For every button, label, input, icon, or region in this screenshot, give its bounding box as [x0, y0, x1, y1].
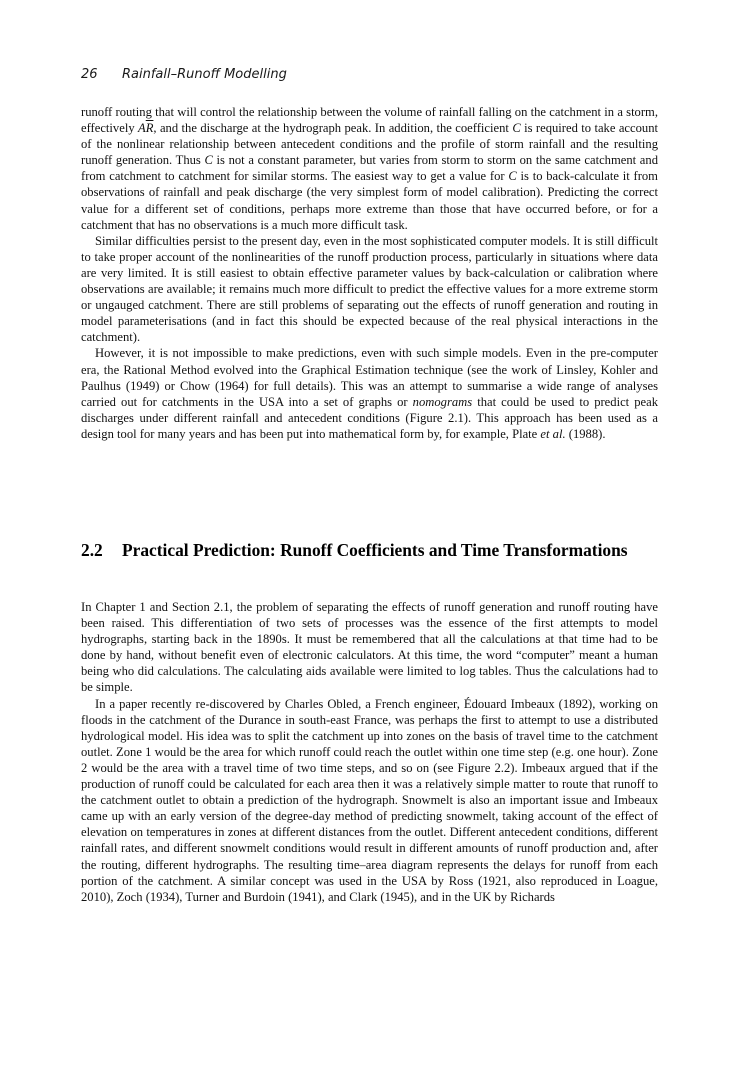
symbol-r-bar: $\overline{R}$ — [145, 121, 154, 136]
running-title: Rainfall–Runoff Modelling — [122, 67, 287, 82]
symbol-c: C — [508, 169, 517, 184]
paragraph-runoff-routing — [81, 104, 658, 233]
text-run: is to back-calculate it from observations of rainfall and peak discharge (the very simplest form of model calibration). Predicting the correct value for a different set of conditions, perhaps more extreme than those that have occurred before, or for a catchment that has no observations is a much more difficult task. — [81, 169, 658, 232]
symbol-c: C — [512, 121, 521, 136]
page-number: 26 — [81, 67, 98, 82]
section-heading — [81, 539, 658, 561]
text-run: is not a constant parameter, but varies from storm to storm on the same catchment and from catchment to catchment for similar storms. The easiest way to get a value for — [81, 153, 658, 184]
paragraph-similar-difficulties: Similar difficulties persist to the present day, even in the most sophisticated computer models. It is still difficult to take proper account of the nonlinearities of the runoff production process, particularly in situations where data are very limited. It is still easiest to obtain effective parameter values by back-calculation or calibration where observations are available; it remains much more difficult to predict the effective values for a more extreme storm or ungauged catchment. There are still problems of separating out the effects of runoff generation and routing in model parameterisations (and in fact this should be expected because of the real physical interactions in the catchment). — [81, 233, 658, 345]
paragraph-imbeaux: In a paper recently re-discovered by Charles Obled, a French engineer, Édouard Imbeaux (1892), working on floods in the catchment of the Durance in south-east France, was perhaps the first to attempt to use a distributed hydrological model. His idea was to split the catchment up into zones on the basis of travel time to the catchment outlet. Zone 1 would be the area for which runoff could reach the outlet within one time step (e.g. one hour). Zone 2 would be the area with a travel time of two time steps, and so on (see Figure 2.2). Imbeaux argued that if the production of runoff could be calculated for each area then it was a relatively simple matter to route that runoff to the catchment outlet to obtain a prediction of the hydrograph. Snowmelt is also an important issue and Imbeaux came up with an early version of the degree-day method of predicting snowmelt, taking account of the effect of elevation on temperatures in zones at different distances from the outlet. Different antecedent conditions, different rainfall rates, and different snowmelt conditions would result in different amounts of runoff production and, after the routing, different hydrographs. The resulting time–area diagram represents the delays for runoff from each portion of the catchment. A similar concept was used in the USA by Ross (1921, also reproduced in Loague, 2010), Zoch (1934), Turner and Burdoin (1941), and Clark (1945), and in the UK by Richards — [81, 696, 658, 904]
text-run: runoff routing that will control the relationship between the volume of rainfall falling on the catchment in a storm, effectively — [81, 105, 658, 136]
section-2-2-text — [81, 599, 658, 905]
section-intro-text — [81, 104, 658, 442]
symbol-c: C — [204, 153, 213, 168]
emphasis-nomograms: nomograms — [412, 394, 473, 409]
running-head — [81, 67, 287, 82]
text-run: (1988). — [565, 426, 606, 441]
section-number: 2.2 — [81, 540, 103, 560]
text-run: that could be used to predict peak discharges under different rainfall and antecedent conditions (Figure 2.1). This approach has been used as a design tool for many years and has been put into mathematical form by, for example, Plate — [81, 394, 658, 441]
section-title: Practical Prediction: Runoff Coefficients and Time Transformations — [122, 540, 628, 560]
text-run: is required to take account of the nonlinear relationship between antecedent conditions and the profile of storm rainfall and the resulting runoff generation. Thus — [81, 121, 658, 168]
paragraph-graphical-estimation — [81, 345, 658, 442]
text-run: , and the discharge at the hydrograph peak. In addition, the coefficient — [153, 121, 513, 136]
paragraph-chapter-intro: In Chapter 1 and Section 2.1, the problem of separating the effects of runoff generation and runoff routing have been raised. This differentiation of two sets of processes was the essence of the first attempts to model hydrographs, starting back in the 1890s. It must be remembered that all the calculations at that time had to be done by hand, without benefit even of electronic calculators. At this time, the word “computer” meant a human being who did calculations. The calculating aids available were limited to log tables. Thus the calculations had to be simple. — [81, 600, 658, 695]
text-run: However, it is not impossible to make predictions, even with such simple models. Even in the pre-computer era, the Rational Method evolved into the Graphical Estimation technique (see the work of Linsley, Kohler and Paulhus (1949) or Chow (1964) for full details). This was an attempt to summarise a wide range of analyses carried out for catchments in the USA into a set of graphs or — [81, 346, 658, 409]
emphasis-et-al: et al. — [540, 426, 566, 441]
symbol-a: A — [138, 121, 146, 136]
